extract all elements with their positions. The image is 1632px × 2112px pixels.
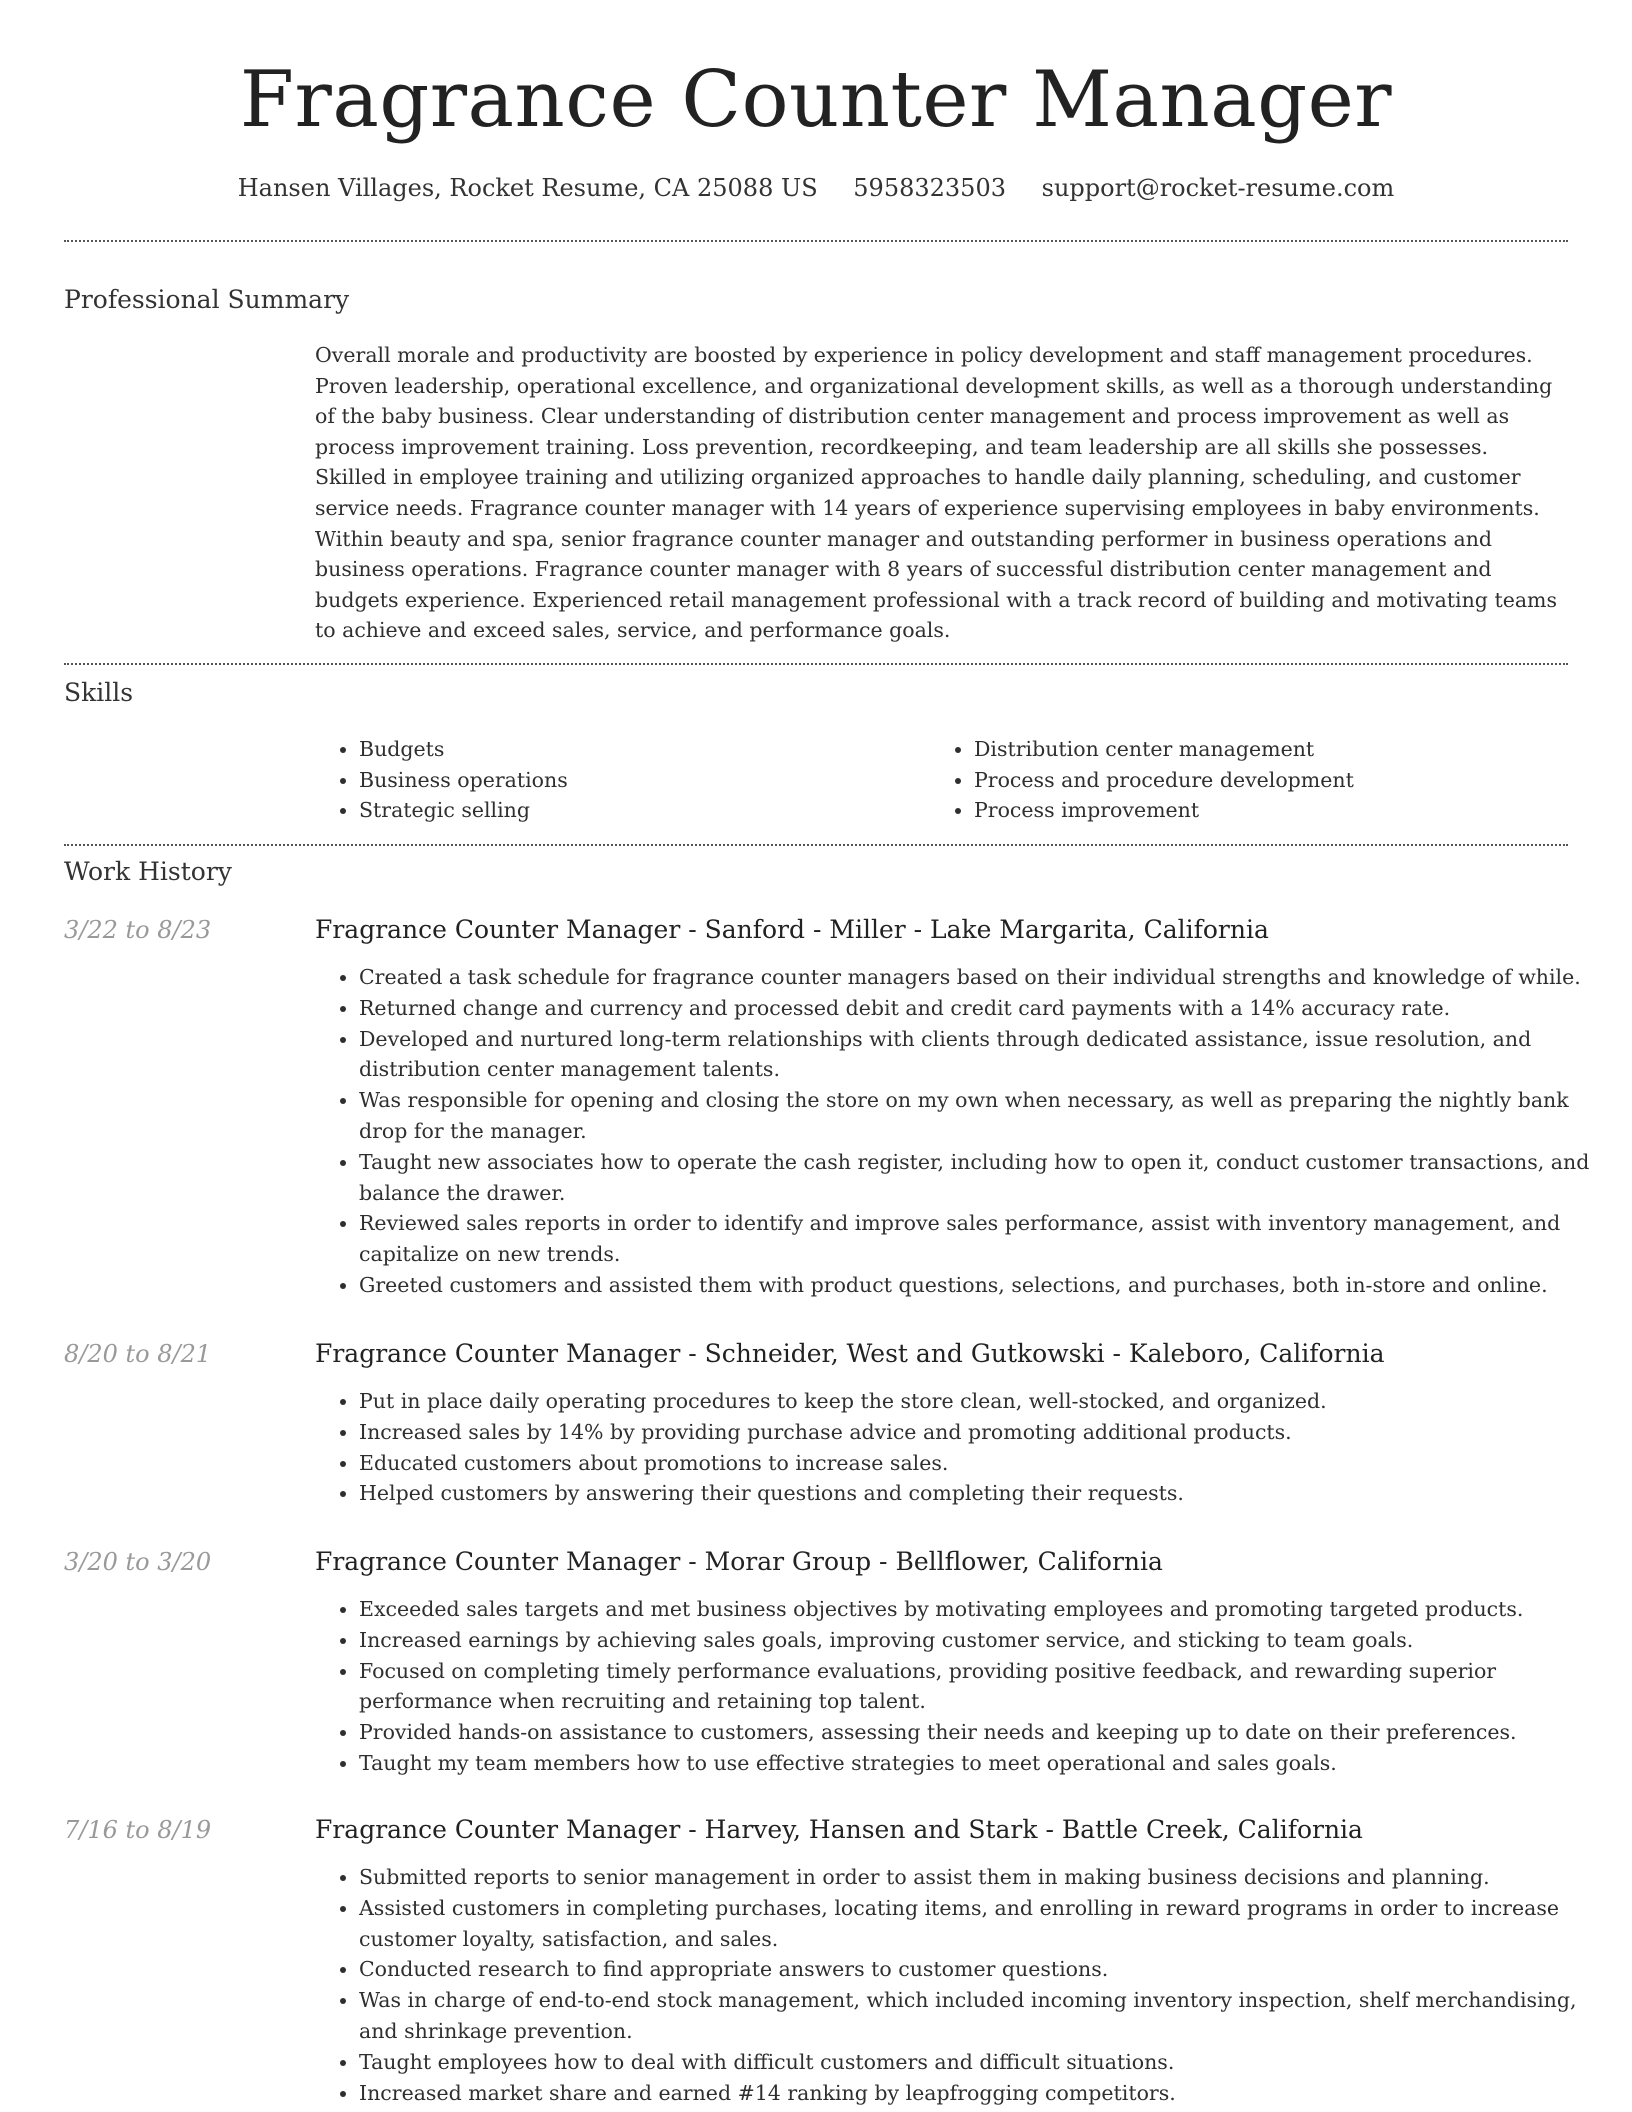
job-bullet: • Returned change and currency and processed debit and credit card payments with a 14% accuracy rate. [359, 993, 1609, 1024]
job-bullet-list [315, 1386, 1609, 1509]
job-dates: 3/22 to 8/23 [64, 916, 212, 944]
job-bullet: • Greeted customers and assisted them with product questions, selections, and purchases, both in-store and online. [359, 1270, 1609, 1301]
job-bullet: • Focused on completing timely performance evaluations, providing positive feedback, and rewarding superior performance when recruiting and retaining top talent. [359, 1656, 1609, 1718]
job-bullet: • Taught new associates how to operate the cash register, including how to open it, conduct customer transactions, and balance the drawer. [359, 1147, 1609, 1209]
skills-list-left [315, 734, 919, 826]
job-bullet: • Submitted reports to senior management in order to assist them in making business decisions and planning. [359, 1862, 1609, 1893]
job-dates: 3/20 to 3/20 [64, 1548, 212, 1576]
contact-email: support@rocket-resume.com [1041, 174, 1395, 202]
divider [64, 240, 1568, 242]
job-title: Fragrance Counter Manager - Sanford - Miller - Lake Margarita, California [315, 915, 1269, 944]
divider [64, 663, 1568, 665]
job-bullet: • Developed and nurtured long-term relationships with clients through dedicated assistance, issue resolution, and distribution center management talents. [359, 1024, 1609, 1086]
job-title: Fragrance Counter Manager - Harvey, Hansen and Stark - Battle Creek, California [315, 1815, 1363, 1844]
job-title: Fragrance Counter Manager - Schneider, West and Gutkowski - Kaleboro, California [315, 1339, 1385, 1368]
job-bullet: • Reviewed sales reports in order to identify and improve sales performance, assist with inventory management, and capitalize on new trends. [359, 1208, 1609, 1270]
job-bullet: • Taught employees how to deal with difficult customers and difficult situations. [359, 2047, 1609, 2078]
contact-line [0, 172, 1632, 204]
skill-item: • Business operations [359, 765, 919, 796]
skills-list-right [930, 734, 1574, 826]
job-bullet: • Exceeded sales targets and met business objectives by motivating employees and promoting targeted products. [359, 1594, 1609, 1625]
skill-item: • Distribution center management [974, 734, 1574, 765]
job-bullet: • Was responsible for opening and closing the store on my own when necessary, as well as preparing the nightly bank drop for the manager. [359, 1085, 1609, 1147]
section-title-summary: Professional Summary [64, 285, 350, 314]
job-bullet: • Increased sales by 14% by providing purchase advice and promoting additional products. [359, 1417, 1609, 1448]
contact-address: Hansen Villages, Rocket Resume, CA 25088 US [237, 174, 818, 202]
skill-item: • Budgets [359, 734, 919, 765]
job-bullet: • Assisted customers in completing purchases, locating items, and enrolling in reward programs in order to increase customer loyalty, satisfaction, and sales. [359, 1893, 1609, 1955]
job-bullet: • Conducted research to find appropriate answers to customer questions. [359, 1954, 1609, 1985]
job-bullet: • Educated customers about promotions to increase sales. [359, 1448, 1609, 1479]
resume-name-heading: Fragrance Counter Manager [239, 55, 1393, 145]
skill-item: • Process and procedure development [974, 765, 1574, 796]
contact-phone: 5958323503 [853, 174, 1006, 202]
job-bullet: • Increased market share and earned #14 ranking by leapfrogging competitors. [359, 2078, 1609, 2109]
job-dates: 8/20 to 8/21 [64, 1340, 212, 1368]
job-bullet-list [315, 962, 1609, 1301]
skill-item: • Strategic selling [359, 795, 919, 826]
job-bullet: • Provided hands-on assistance to customers, assessing their needs and keeping up to date on their preferences. [359, 1717, 1609, 1748]
job-bullet-list [315, 1594, 1609, 1779]
section-title-work-history: Work History [64, 857, 232, 886]
job-dates: 7/16 to 8/19 [64, 1816, 212, 1844]
job-bullet: • Helped customers by answering their questions and completing their requests. [359, 1478, 1609, 1509]
job-bullet: • Taught my team members how to use effective strategies to meet operational and sales goals. [359, 1748, 1609, 1779]
job-bullet: • Created a task schedule for fragrance counter managers based on their individual strengths and knowledge of while. [359, 962, 1609, 993]
job-bullet: • Was in charge of end-to-end stock management, which included incoming inventory inspection, shelf merchandising, and shrinkage prevention. [359, 1985, 1609, 2047]
section-title-skills: Skills [64, 678, 134, 707]
summary-text: Overall morale and productivity are boosted by experience in policy development and staff management procedures. Proven leadership, operational excellence, and organizational development skills, as well as a thorough understanding of the baby business. Clear understanding of distribution center management and process improvement as well as process improvement training. Loss prevention, recordkeeping, and team leadership are all skills she possesses. Skilled in employee training and utilizing organized approaches to handle daily planning, scheduling, and customer service needs. Fragrance counter manager with 14 years of experience supervising employees in baby environments. Within beauty and spa, senior fragrance counter manager and outstanding performer in business operations and business operations. Fragrance counter manager with 8 years of successful distribution center management and budgets experience. Experienced retail management professional with a track record of building and motivating teams to achieve and exceed sales, service, and performance goals. [315, 343, 1558, 643]
skill-item: • Process improvement [974, 795, 1574, 826]
divider [64, 844, 1568, 846]
job-bullet: • Put in place daily operating procedures to keep the store clean, well-stocked, and organized. [359, 1386, 1609, 1417]
job-title: Fragrance Counter Manager - Morar Group - Bellflower, California [315, 1547, 1163, 1576]
job-bullet: • Increased earnings by achieving sales goals, improving customer service, and sticking to team goals. [359, 1625, 1609, 1656]
job-bullet-list [315, 1862, 1609, 2108]
